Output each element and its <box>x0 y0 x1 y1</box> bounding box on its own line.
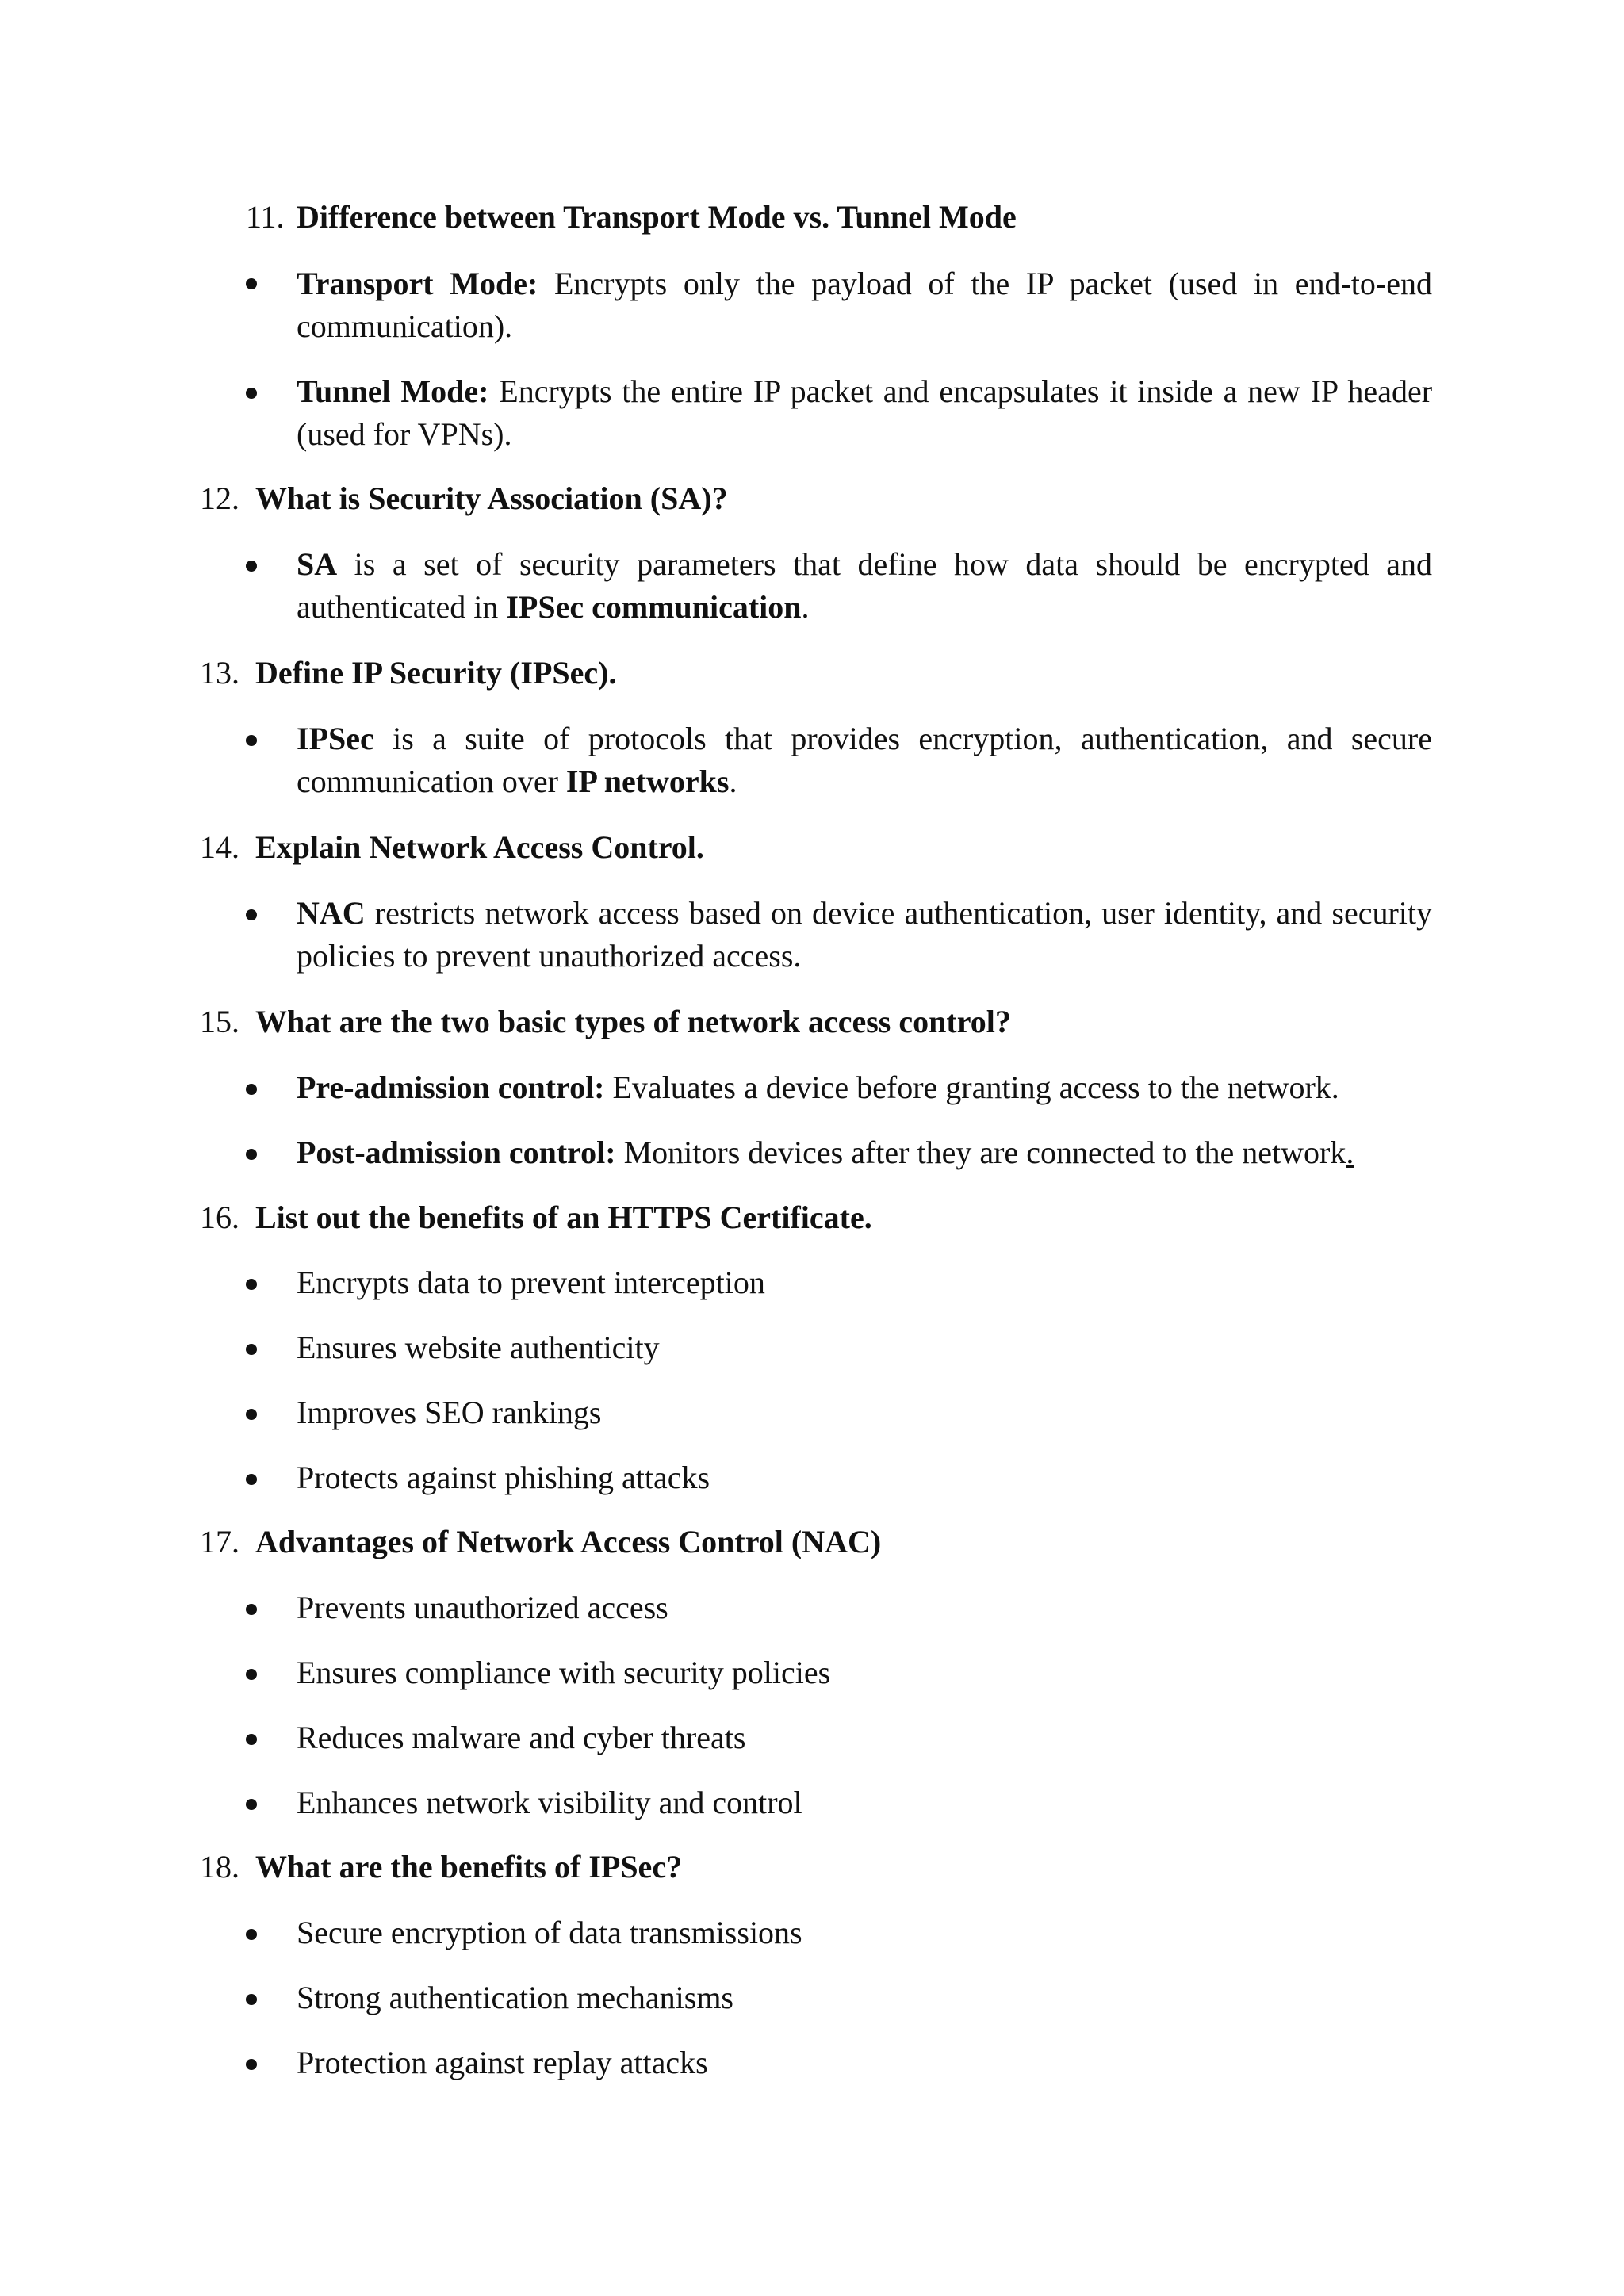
bullet-bold-end: IPSec communication <box>506 589 802 625</box>
list-item: Strong authentication mechanisms <box>297 1980 733 2015</box>
bullet-dot <box>246 909 257 920</box>
bullet-text: Evaluates a device before granting access to the network. <box>612 1070 1339 1105</box>
list-item: Improves SEO rankings <box>297 1395 602 1430</box>
question-number: 13. <box>200 655 239 691</box>
bullet-text: Encrypts only the payload of the IP packet (used in end-to-end communication). <box>297 266 1432 344</box>
question-title: List out the benefits of an HTTPS Certificate. <box>255 1200 872 1235</box>
list-item: Protection against replay attacks <box>297 2045 708 2080</box>
bullet-dot <box>246 735 257 746</box>
bullet-tail: . <box>1346 1135 1354 1170</box>
list-item <box>297 543 1432 629</box>
bullet-dot <box>246 1994 257 2005</box>
bullet-dot <box>246 1474 257 1485</box>
question-title: What is Security Association (SA)? <box>255 480 728 516</box>
question-title: Advantages of Network Access Control (NAC) <box>255 1524 882 1559</box>
list-item <box>297 1131 1432 1174</box>
bullet-dot <box>246 2059 257 2070</box>
question-number: 15. <box>200 1004 239 1039</box>
bullet-dot <box>246 1669 257 1680</box>
question-title: Explain Network Access Control. <box>255 829 704 865</box>
bullet-dot <box>246 1279 257 1290</box>
bullet-text: Encrypts the entire IP packet and encapsulates it inside a new IP header (used for VPNs). <box>297 373 1433 452</box>
bullet-dot <box>246 278 257 289</box>
question-title: Difference between Transport Mode vs. Tunnel Mode <box>297 199 1017 235</box>
bullet-text: restricts network access based on device authentication, user identity, and security policies to prevent unauthorized access. <box>297 895 1433 974</box>
list-item: Secure encryption of data transmissions <box>297 1915 802 1950</box>
bullet-tail: . <box>801 589 810 625</box>
bullet-dot <box>246 388 257 399</box>
bullet-term: NAC <box>297 895 366 931</box>
question-number: 18. <box>200 1849 239 1885</box>
list-item: Prevents unauthorized access <box>297 1590 668 1625</box>
bullet-dot <box>246 1799 257 1810</box>
question-title: What are the benefits of IPSec? <box>255 1849 683 1885</box>
question-title: Define IP Security (IPSec). <box>255 655 617 691</box>
bullet-term: Pre-admission control: <box>297 1070 605 1105</box>
list-item: Ensures website authenticity <box>297 1330 660 1365</box>
bullet-tail: . <box>729 763 737 799</box>
question-title: What are the two basic types of network access control? <box>255 1004 1011 1039</box>
bullet-text: Monitors devices after they are connected to the network <box>623 1135 1346 1170</box>
list-item: Enhances network visibility and control <box>297 1785 802 1820</box>
bullet-dot <box>246 1084 257 1095</box>
bullet-dot <box>246 1409 257 1420</box>
bullet-dot <box>246 1149 257 1160</box>
bullet-term: Transport Mode: <box>297 266 538 301</box>
list-item: Protects against phishing attacks <box>297 1460 710 1495</box>
list-item <box>297 370 1432 456</box>
question-number: 16. <box>200 1200 239 1235</box>
bullet-bold-end: IP networks <box>565 763 730 799</box>
question-number: 14. <box>200 829 239 865</box>
bullet-dot <box>246 561 257 572</box>
list-item: Reduces malware and cyber threats <box>297 1720 746 1755</box>
question-number: 17. <box>200 1524 239 1559</box>
question-number: 12. <box>200 480 239 516</box>
bullet-dot <box>246 1604 257 1615</box>
list-item <box>297 718 1432 803</box>
bullet-dot <box>246 1344 257 1355</box>
bullet-dot <box>246 1734 257 1745</box>
question-number: 11. <box>246 199 285 235</box>
bullet-text: is a set of security parameters that define how data should be encrypted and authenticated in <box>297 546 1433 625</box>
bullet-term: Tunnel Mode: <box>297 373 489 409</box>
bullet-term: SA <box>297 546 338 582</box>
list-item <box>297 262 1432 348</box>
bullet-term: IPSec <box>297 721 374 756</box>
bullet-text: is a suite of protocols that provides encryption, authentication, and secure communication over <box>297 721 1432 799</box>
list-item: Encrypts data to prevent interception <box>297 1265 765 1300</box>
list-item <box>297 892 1432 978</box>
list-item: Ensures compliance with security policies <box>297 1655 831 1690</box>
list-item <box>297 1066 1432 1109</box>
bullet-term: Post-admission control: <box>297 1135 616 1170</box>
bullet-dot <box>246 1929 257 1940</box>
